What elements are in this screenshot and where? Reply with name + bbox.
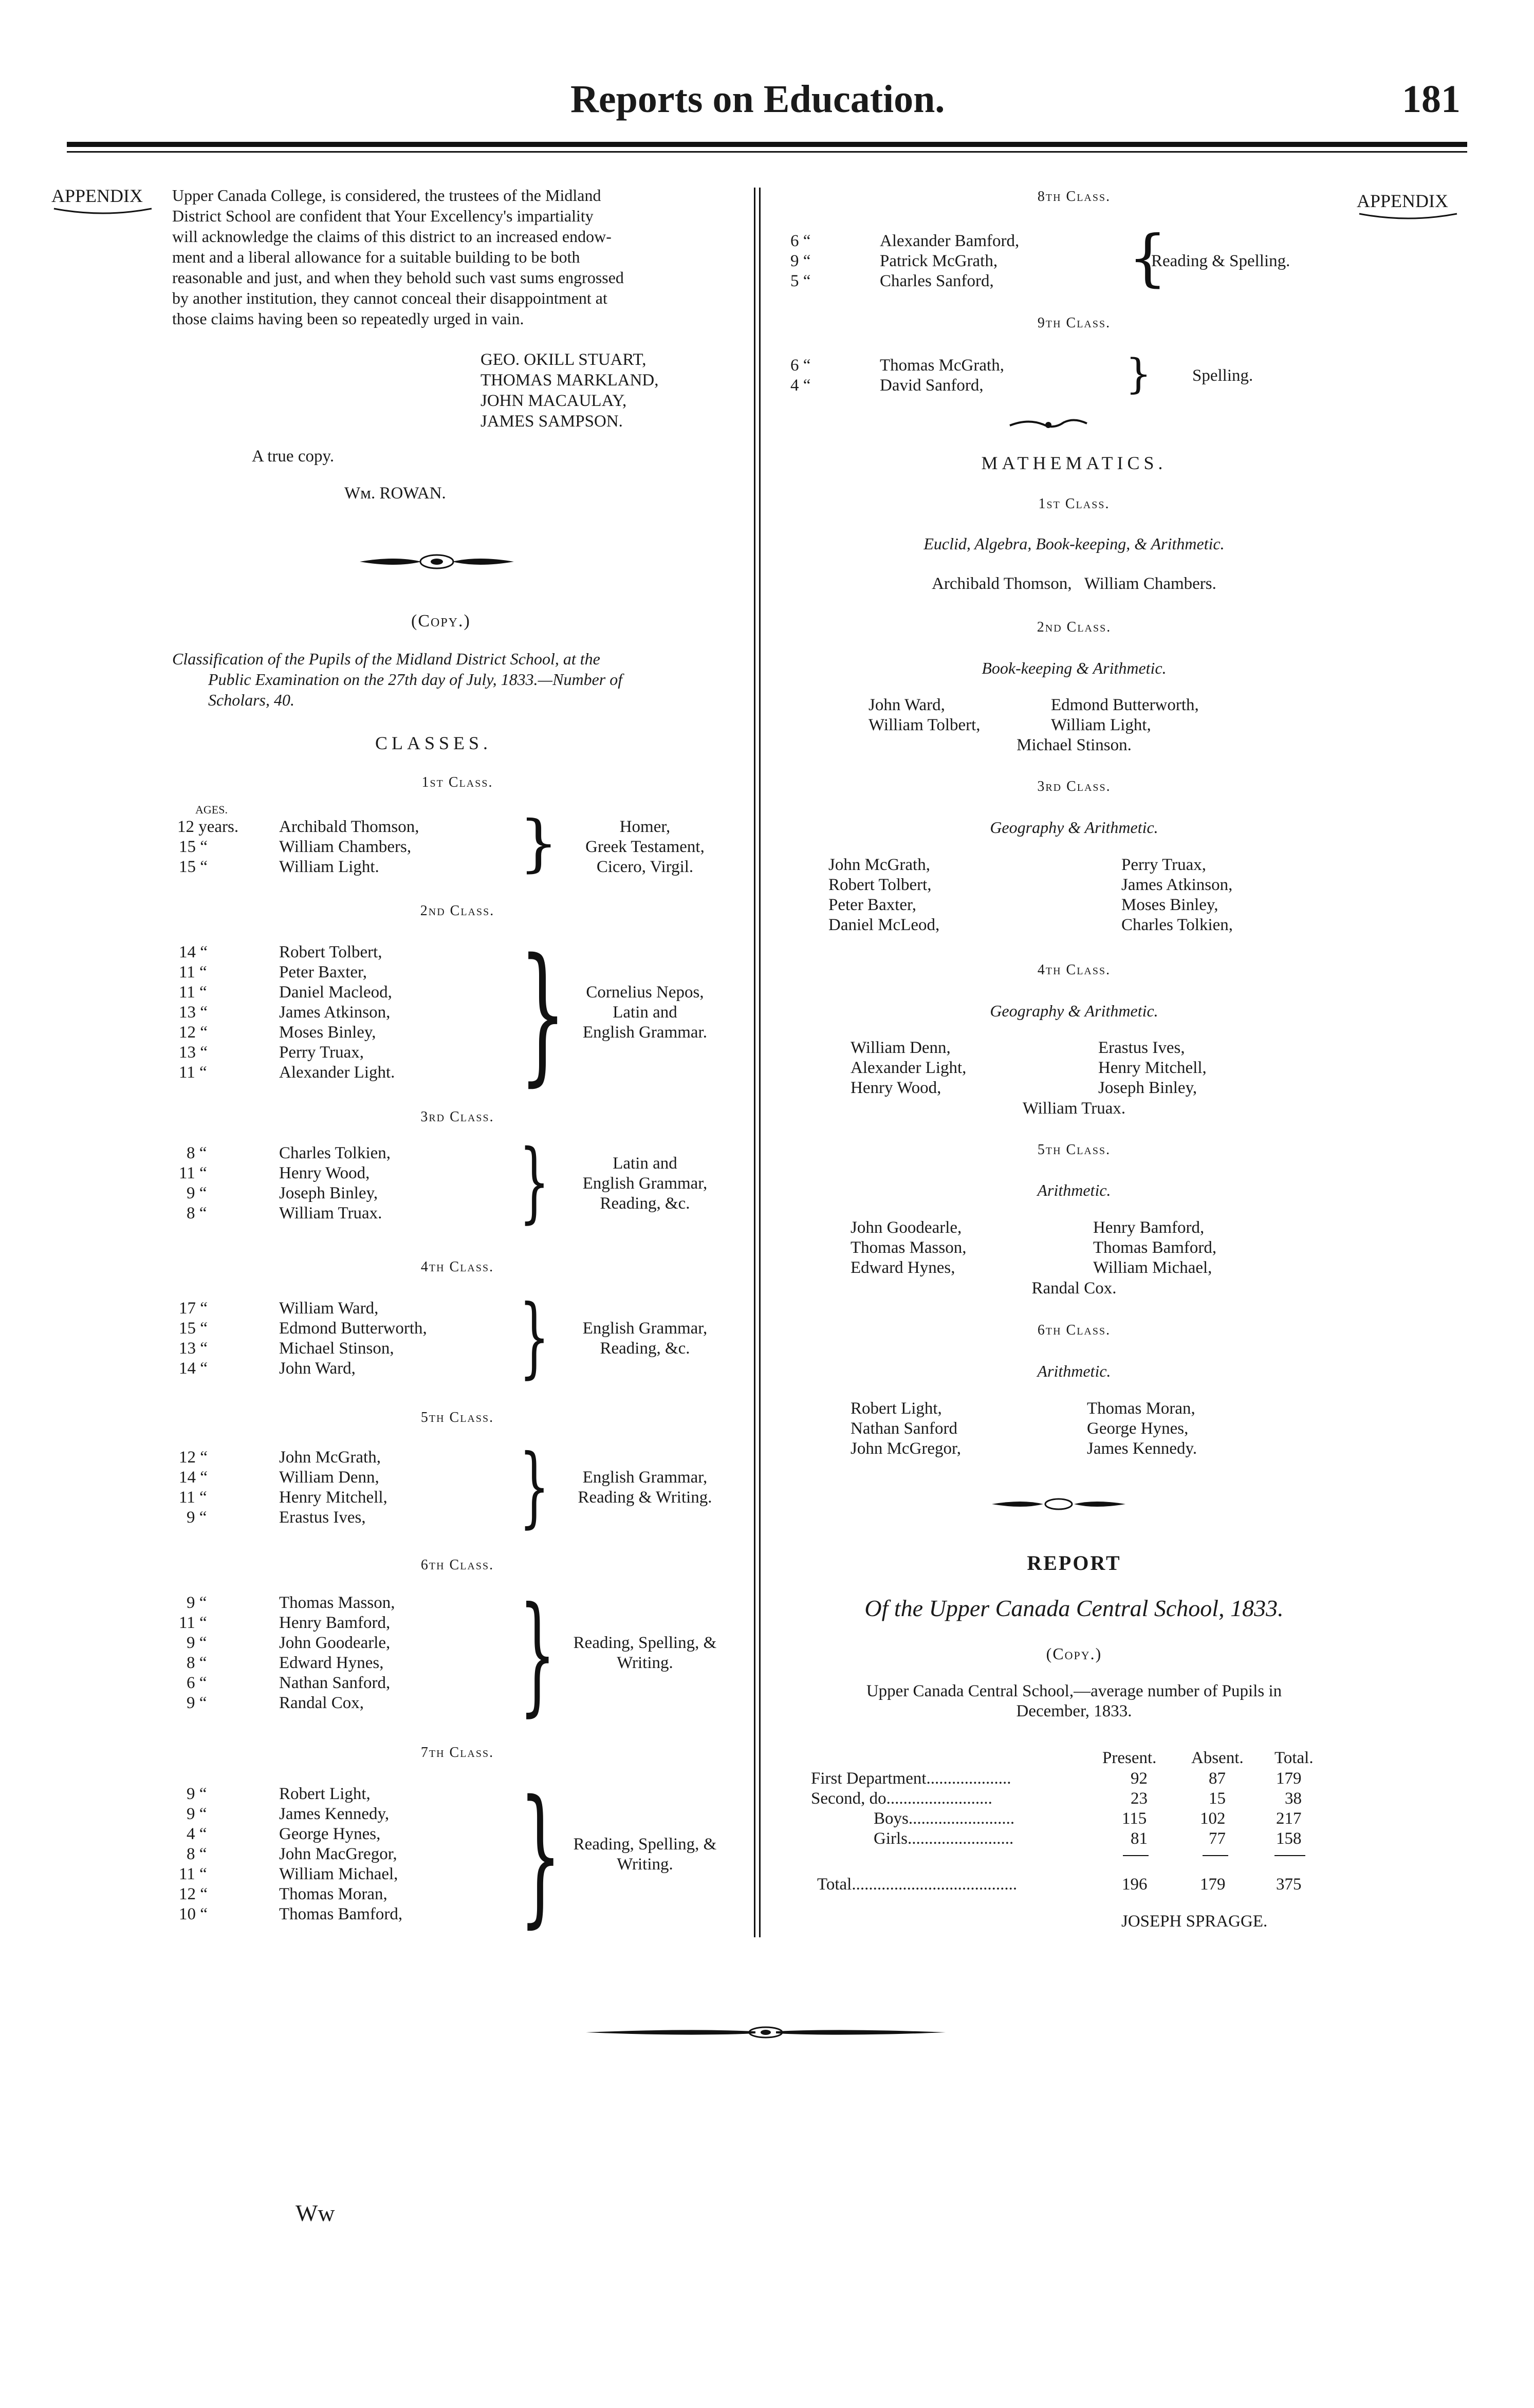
- header-rule-thin: [67, 151, 1467, 153]
- pupil-age: 14 “: [179, 1359, 208, 1378]
- class-subjects: [545, 1468, 745, 1508]
- table-cell: 158: [1276, 1829, 1302, 1848]
- table-cell: 23: [1131, 1789, 1148, 1808]
- pupil-name: Nathan Sanford: [851, 1419, 958, 1438]
- signatory: JAMES SAMPSON.: [480, 412, 623, 431]
- table-total-cell: 375: [1276, 1875, 1302, 1894]
- report-intro-line: December, 1833.: [1016, 1702, 1132, 1720]
- intro-line: will acknowledge the claims of this district to an increased endow-: [172, 227, 612, 246]
- brace-icon: {: [1128, 223, 1168, 294]
- pupil-name: James Kennedy,: [279, 1805, 390, 1823]
- math-class-subject: Arithmetic.: [1037, 1181, 1111, 1199]
- math-class-subject: Arithmetic.: [1037, 1362, 1111, 1380]
- class-title: 4th Class.: [420, 1259, 494, 1275]
- pupil-name: Charles Tolkien,: [1121, 916, 1233, 934]
- pupil-name: Henry Wood,: [279, 1164, 370, 1182]
- table-cell: 92: [1131, 1769, 1148, 1788]
- ornament-divider: [992, 1496, 1125, 1512]
- table-total-cell: 196: [1122, 1875, 1148, 1894]
- brace-icon: }: [519, 1286, 550, 1388]
- pupil-name: Michael Stinson.: [1016, 736, 1132, 754]
- math-class-title: 1st Class.: [1038, 496, 1110, 512]
- pupil-name: James Atkinson,: [279, 1003, 391, 1022]
- signature-mark: Ww: [295, 2200, 335, 2226]
- pupil-name: John Goodearle,: [851, 1218, 962, 1237]
- pupil-name: Robert Light,: [279, 1785, 371, 1803]
- pupil-name: John McGregor,: [851, 1439, 961, 1458]
- pupil-name: George Hynes,: [279, 1825, 381, 1843]
- report-title: Of the Upper Canada Central School, 1833.: [864, 1595, 1284, 1621]
- pupil-name: George Hynes,: [1087, 1419, 1189, 1438]
- class-title: 5th Class.: [420, 1410, 494, 1425]
- subject: Writing.: [617, 1654, 673, 1672]
- pupil-age: 8 “: [187, 1654, 207, 1672]
- pupil-age: 13 “: [179, 1003, 208, 1022]
- copy-label: (Copy.): [411, 612, 471, 631]
- report-intro: [771, 1681, 1377, 1721]
- pupil-name: Robert Tolbert,: [279, 943, 382, 961]
- class-title: 7th Class.: [420, 1745, 494, 1761]
- intro-line: ment and a liberal allowance for a suitable building to be both: [172, 248, 580, 266]
- subject: Latin and: [613, 1154, 677, 1173]
- report-signer: JOSEPH SPRAGGE.: [1121, 1912, 1268, 1931]
- pupil-name: Thomas Moran,: [1087, 1399, 1195, 1418]
- pupil-age: 6 “: [187, 1674, 207, 1692]
- pupil-age: 15 “: [179, 858, 208, 876]
- pupil-age: 9 “: [187, 1785, 207, 1803]
- pupil-name: Randal Cox.: [1031, 1279, 1117, 1298]
- pupil-age: 13 “: [179, 1339, 208, 1358]
- signatory: JOHN MACAULAY,: [480, 392, 627, 410]
- brace-icon: }: [519, 927, 567, 1100]
- pupil-age: 14 “: [179, 943, 208, 961]
- brace-mark-icon: [1357, 212, 1459, 223]
- pupil-name: John McGrath,: [828, 856, 930, 874]
- pupil-name: John Ward,: [868, 696, 945, 714]
- table-row-label: Girls.........................: [874, 1829, 1014, 1848]
- math-names-right: [1093, 1218, 1216, 1278]
- pupil-name: Peter Baxter,: [279, 963, 367, 981]
- pupil-name: William Michael,: [279, 1865, 398, 1883]
- signatory: THOMAS MARKLAND,: [480, 371, 659, 390]
- pupil-age: 9 “: [187, 1184, 207, 1202]
- pupil-name: Henry Bamford,: [1093, 1218, 1205, 1237]
- pupil-name: William Ward,: [279, 1299, 379, 1318]
- math-names-right: [1121, 855, 1233, 935]
- table-cell: 38: [1285, 1789, 1302, 1808]
- brace-icon: }: [1125, 350, 1152, 398]
- table-cell: 15: [1209, 1789, 1226, 1808]
- pupil-name: Edward Hynes,: [851, 1258, 955, 1277]
- pupil-age: 11 “: [179, 1865, 207, 1883]
- pupil-name: Alexander Light.: [279, 1063, 395, 1082]
- table-row-label: Second, do.........................: [811, 1789, 992, 1808]
- page-title: Reports on Education.: [570, 78, 945, 121]
- class-subject: Reading & Spelling.: [1151, 252, 1290, 270]
- pupil-name: Daniel McLeod,: [828, 916, 940, 934]
- pupil-name: Edmond Butterworth,: [279, 1319, 427, 1338]
- pupil-name: William Light,: [1051, 716, 1151, 734]
- pupil-age: 8 “: [187, 1144, 207, 1162]
- pupil-age: 15 “: [179, 838, 208, 856]
- classification-caption: [172, 649, 743, 710]
- caption-line: Scholars, 40.: [208, 691, 294, 709]
- class-title: 3rd Class.: [420, 1109, 494, 1125]
- pupil-name: Randal Cox,: [279, 1694, 364, 1712]
- copy-signer: Wᴍ. ROWAN.: [344, 484, 446, 503]
- brace-mark-icon: [51, 207, 154, 218]
- math-names: Archibald Thomson, William Chambers.: [932, 575, 1216, 593]
- ornament-flourish: [1007, 416, 1089, 432]
- pupil-age: 8 “: [187, 1204, 207, 1222]
- table-header-absent: Absent.: [1191, 1749, 1244, 1767]
- pupil-age: 8 “: [187, 1845, 207, 1863]
- pupil-name: Alexander Bamford,: [880, 232, 1020, 250]
- table-cell: 77: [1209, 1829, 1226, 1848]
- pupil-name: Thomas Bamford,: [1093, 1238, 1217, 1257]
- math-class-title: 2nd Class.: [1037, 619, 1112, 635]
- pupil-name: Nathan Sanford,: [279, 1674, 391, 1692]
- report-heading: REPORT: [1027, 1551, 1121, 1575]
- pupil-age: 15 “: [179, 1319, 208, 1338]
- pupil-age: 9 “: [187, 1694, 207, 1712]
- class-title: 9th Class.: [1037, 315, 1111, 331]
- pupil-name: Henry Wood,: [851, 1079, 941, 1097]
- pupil-name: Thomas Moran,: [279, 1885, 387, 1903]
- pupil-name: Moses Binley,: [279, 1023, 376, 1042]
- table-cell: 87: [1209, 1769, 1226, 1788]
- pupil-name: Alexander Light,: [851, 1059, 967, 1077]
- table-total-label: Total.......................................: [817, 1875, 1018, 1894]
- pupil-age: 9 “: [187, 1508, 207, 1527]
- pupil-name: John Ward,: [279, 1359, 356, 1378]
- caption-line: Public Examination on the 27th day of July, 1833.—Number of: [208, 670, 623, 689]
- table-cell: 102: [1200, 1809, 1226, 1828]
- pupil-name: Erastus Ives,: [279, 1508, 366, 1527]
- pupil-name: William Denn,: [279, 1468, 379, 1487]
- table-cell: 115: [1122, 1809, 1147, 1828]
- class-subjects: [545, 1633, 745, 1673]
- math-names-right: [1051, 695, 1199, 735]
- intro-line: by another institution, they cannot conceal their disappointment at: [172, 289, 607, 307]
- pupil-age: 11 “: [179, 1063, 207, 1082]
- pupil-name: Robert Light,: [851, 1399, 942, 1418]
- pupil-name: Henry Bamford,: [279, 1614, 391, 1632]
- subject: Reading, Spelling, &: [573, 1835, 717, 1854]
- pupil-age: 12 “: [179, 1023, 208, 1042]
- table-cell: 81: [1131, 1829, 1148, 1848]
- pupil-age: 11 “: [179, 1164, 207, 1182]
- pupil-name: Henry Mitchell,: [1098, 1059, 1207, 1077]
- pupil-age: 9 “: [187, 1634, 207, 1652]
- appendix-left-text: APPENDIX: [51, 186, 143, 206]
- math-names-left: [828, 855, 939, 935]
- intro-line: Upper Canada College, is considered, the trustees of the Midland: [172, 186, 601, 205]
- pupil-name: Archibald Thomson,: [279, 818, 419, 836]
- pupil-name: Perry Truax,: [1121, 856, 1207, 874]
- subject: Reading, Spelling, &: [573, 1634, 717, 1652]
- pupil-age: 11 “: [179, 1614, 207, 1632]
- table-row-label: First Department....................: [811, 1769, 1011, 1788]
- intro-line: District School are confident that Your Excellency's impartiality: [172, 207, 594, 225]
- subject: Cicero, Virgil.: [596, 858, 694, 876]
- class-title: 1st Class.: [421, 774, 493, 790]
- classes-heading: CLASSES.: [375, 733, 492, 753]
- math-class-subject: Geography & Arithmetic.: [990, 818, 1158, 837]
- table-cell: 179: [1276, 1769, 1302, 1788]
- column-divider-left: [754, 188, 755, 1937]
- pupil-name: Thomas Bamford,: [279, 1905, 403, 1923]
- appendix-right-text: APPENDIX: [1357, 191, 1449, 211]
- table-sum-rule: [1203, 1855, 1228, 1856]
- pupil-name: Thomas Masson,: [279, 1594, 395, 1612]
- intro-line: those claims having been so repeatedly urged in vain.: [172, 309, 524, 328]
- header-rule-thick: [67, 142, 1467, 147]
- math-names-left: [851, 1218, 967, 1278]
- table-row-label: Boys.........................: [874, 1809, 1015, 1828]
- class-subjects: [545, 817, 745, 877]
- class-subjects: [545, 1154, 745, 1214]
- report-copy-label: (Copy.): [1046, 1644, 1102, 1663]
- brace-icon: }: [519, 1769, 562, 1942]
- pupil-name: Joseph Binley,: [1098, 1079, 1197, 1097]
- class-title: 2nd Class.: [420, 903, 495, 919]
- subject: English Grammar,: [582, 1468, 708, 1487]
- signatories: [480, 349, 659, 432]
- pupil-name: James Atkinson,: [1121, 876, 1233, 894]
- signatory: GEO. OKILL STUART,: [480, 350, 646, 369]
- math-names-right: [1087, 1399, 1197, 1459]
- pupil-age: 11 “: [179, 983, 207, 1002]
- pupil-name: Edward Hynes,: [279, 1654, 384, 1672]
- math-names-left: [851, 1399, 961, 1459]
- math-class-subject: Book-keeping & Arithmetic.: [982, 659, 1167, 677]
- subject: English Grammar.: [583, 1023, 707, 1042]
- subject: Latin and: [613, 1003, 677, 1022]
- pupil-name: Michael Stinson,: [279, 1339, 394, 1358]
- pupil-name: Thomas McGrath,: [880, 356, 1004, 375]
- pupil-age: 9 “: [790, 252, 811, 270]
- brace-icon: }: [519, 808, 559, 879]
- subject: English Grammar,: [582, 1174, 708, 1193]
- pupil-name: William Michael,: [1093, 1258, 1212, 1277]
- report-intro-line: Upper Canada Central School,—average number of Pupils in: [866, 1682, 1282, 1700]
- math-class-title: 4th Class.: [1037, 962, 1111, 978]
- brace-icon: }: [519, 1131, 550, 1233]
- class-subject: Spelling.: [1192, 366, 1253, 385]
- subject: Greek Testament,: [585, 838, 705, 856]
- class-subjects: [545, 1835, 745, 1875]
- pupil-age: 6 “: [790, 232, 811, 250]
- pupil-name: William Light.: [279, 858, 379, 876]
- pupil-name: Joseph Binley,: [279, 1184, 378, 1202]
- ornament-divider: [360, 552, 514, 571]
- pupil-name: William Truax.: [279, 1204, 382, 1222]
- subject: Writing.: [617, 1855, 673, 1874]
- pupil-age: 12 “: [179, 1885, 208, 1903]
- math-class-title: 3rd Class.: [1037, 779, 1111, 794]
- intro-line: reasonable and just, and when they behold such vast sums engrossed: [172, 268, 624, 287]
- true-copy: A true copy.: [252, 447, 335, 466]
- pupil-age: 10 “: [179, 1905, 208, 1923]
- table-header-present: Present.: [1102, 1749, 1157, 1767]
- pupil-name: James Kennedy.: [1087, 1439, 1197, 1458]
- math-names-right: [1098, 1038, 1207, 1098]
- math-names-left: [851, 1038, 966, 1098]
- caption-line: Classification of the Pupils of the Midland District School, at the: [172, 650, 600, 668]
- math-names-left: [868, 695, 981, 735]
- subject: Reading, &c.: [600, 1339, 690, 1358]
- pupil-age: 6 “: [790, 356, 811, 375]
- pupil-age: 14 “: [179, 1468, 208, 1487]
- pupil-age: 9 “: [187, 1594, 207, 1612]
- pupil-name: Henry Mitchell,: [279, 1488, 387, 1507]
- pupil-age: 12 “: [179, 1448, 208, 1467]
- pupil-name: John Goodearle,: [279, 1634, 391, 1652]
- pupil-age: 17 “: [179, 1299, 208, 1318]
- pupil-name: William Denn,: [851, 1039, 951, 1057]
- brace-icon: }: [519, 1436, 550, 1538]
- pupil-name: William Tolbert,: [868, 716, 981, 734]
- brace-icon: }: [519, 1579, 556, 1729]
- pupil-name: Charles Tolkien,: [279, 1144, 391, 1162]
- subject: Homer,: [619, 818, 671, 836]
- pupil-age: 5 “: [790, 272, 811, 290]
- pupil-age: 9 “: [187, 1805, 207, 1823]
- pupil-name: Peter Baxter,: [828, 896, 916, 914]
- ornamental-rule: [586, 2022, 946, 2043]
- pupil-name: Thomas Masson,: [851, 1238, 967, 1257]
- pupil-age: 4 “: [790, 376, 811, 395]
- pupil-age: 12 years.: [177, 818, 239, 836]
- pupil-name: Erastus Ives,: [1098, 1039, 1185, 1057]
- math-class-title: 6th Class.: [1037, 1322, 1111, 1338]
- appendix-label-left: [51, 185, 154, 218]
- pupil-name: John McGrath,: [279, 1448, 381, 1467]
- pupil-name: William Chambers,: [279, 838, 412, 856]
- class-subjects: [545, 1319, 745, 1359]
- pupil-name: Charles Sanford,: [880, 272, 994, 290]
- table-header-total: Total.: [1274, 1749, 1314, 1767]
- pupil-age: 13 “: [179, 1043, 208, 1062]
- pupil-age: 11 “: [179, 963, 207, 981]
- pupil-age: 4 “: [187, 1825, 207, 1843]
- pupil-name: Robert Tolbert,: [828, 876, 932, 894]
- pupil-name: John MacGregor,: [279, 1845, 397, 1863]
- class-title: 6th Class.: [420, 1557, 494, 1573]
- math-heading: MATHEMATICS.: [981, 453, 1167, 473]
- pupil-age: 11 “: [179, 1488, 207, 1507]
- pupil-name: Daniel Macleod,: [279, 983, 392, 1002]
- subject: Cornelius Nepos,: [586, 983, 704, 1002]
- column-divider-right: [759, 188, 761, 1937]
- class-title: 8th Class.: [1037, 189, 1111, 205]
- table-total-cell: 179: [1200, 1875, 1226, 1894]
- pupil-name: Patrick McGrath,: [880, 252, 998, 270]
- pupil-name: Edmond Butterworth,: [1051, 696, 1199, 714]
- pupil-name: William Truax.: [1022, 1099, 1126, 1118]
- ages-label: AGES.: [195, 803, 228, 816]
- math-class-subject: Geography & Arithmetic.: [990, 1002, 1158, 1020]
- page-number: 181: [1402, 78, 1461, 121]
- subject: English Grammar,: [582, 1319, 708, 1338]
- table-sum-rule: [1123, 1855, 1149, 1856]
- subject: Reading & Writing.: [578, 1488, 712, 1507]
- table-sum-rule: [1274, 1855, 1305, 1856]
- intro-paragraph: [172, 185, 743, 329]
- math-class-subject: Euclid, Algebra, Book-keeping, & Arithmetic.: [923, 534, 1225, 553]
- subject: Reading, &c.: [600, 1194, 690, 1213]
- table-cell: 217: [1276, 1809, 1302, 1828]
- class-subjects: [545, 983, 745, 1043]
- math-class-title: 5th Class.: [1037, 1142, 1111, 1158]
- pupil-name: David Sanford,: [880, 376, 984, 395]
- pupil-name: Perry Truax,: [279, 1043, 364, 1062]
- pupil-name: Moses Binley,: [1121, 896, 1218, 914]
